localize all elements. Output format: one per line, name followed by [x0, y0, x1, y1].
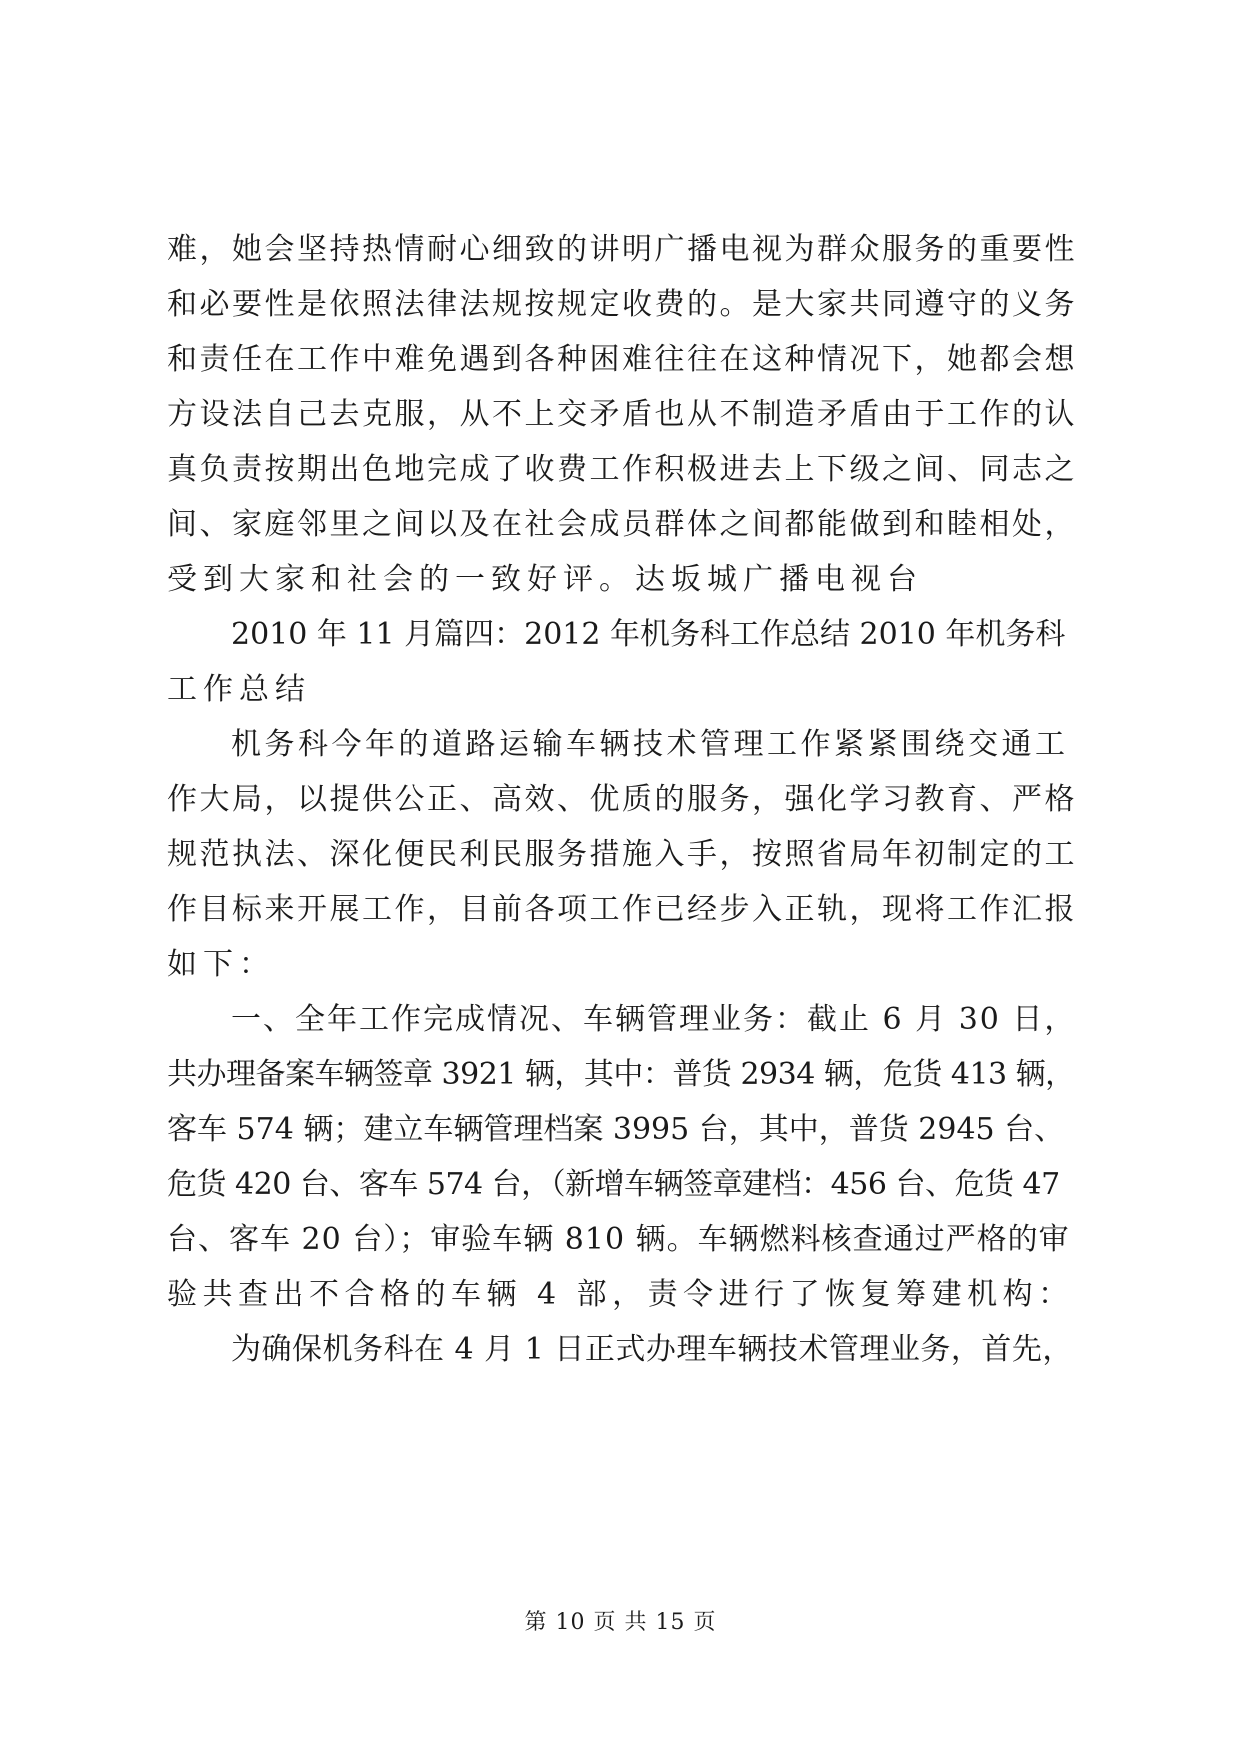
- text-line: 客车 574 辆；建立车辆管理档案 3995 台，其中，普货 2945 台、: [167, 1112, 1065, 1147]
- text-line: 共办理备案车辆签章 3921 辆，其中：普货 2934 辆，危货 413 辆，: [167, 1057, 1075, 1092]
- text-line: 和必要性是依照法律法规按规定收费的。是大家共同遵守的义务: [167, 287, 1077, 322]
- text-line: 危货 420 台、客车 574 台，（新增车辆签章建档：456 台、危货 47: [167, 1167, 1060, 1202]
- text-line: 机务科今年的道路运输车辆技术管理工作紧紧围绕交通工: [231, 727, 1069, 762]
- text-line: 作大局，以提供公正、高效、优质的服务，强化学习教育、严格: [167, 782, 1077, 817]
- text-line: 和责任在工作中难免遇到各种困难往往在这种情况下，她都会想: [167, 342, 1077, 377]
- text-line: 2010 年 11 月篇四：2012 年机务科工作总结 2010 年机务科: [231, 617, 1066, 652]
- text-line: 一、全年工作完成情况、车辆管理业务：截止 6 月 30 日，: [231, 1002, 1077, 1037]
- text-line: 规范执法、深化便民利民服务措施入手，按照省局年初制定的工: [167, 837, 1077, 872]
- page-footer: 第 10 页 共 15 页: [524, 1610, 717, 1635]
- text-line: 为确保机务科在 4 月 1 日正式办理车辆技术管理业务，首先，: [231, 1332, 1073, 1367]
- text-line: 方设法自己去克服，从不上交矛盾也从不制造矛盾由于工作的认: [167, 397, 1077, 432]
- text-line: 台、客车 20 台）；审验车辆 810 辆。车辆燃料核查通过严格的审: [167, 1222, 1070, 1257]
- text-line: 间、家庭邻里之间以及在社会成员群体之间都能做到和睦相处，: [167, 507, 1077, 542]
- text-line: 难，她会坚持热情耐心细致的讲明广播电视为群众服务的重要性: [167, 232, 1077, 267]
- text-line: 如下：: [167, 947, 275, 982]
- text-line: 受到大家和社会的一致好评。达坂城广播电视台: [167, 562, 923, 597]
- text-line: 工作总结: [167, 672, 311, 707]
- text-line: 真负责按期出色地完成了收费工作积极进去上下级之间、同志之: [167, 452, 1077, 487]
- text-line: 作目标来开展工作，目前各项工作已经步入正轨，现将工作汇报: [167, 892, 1077, 927]
- text-line: 验共查出不合格的车辆 4 部，责令进行了恢复筹建机构：: [167, 1277, 1074, 1312]
